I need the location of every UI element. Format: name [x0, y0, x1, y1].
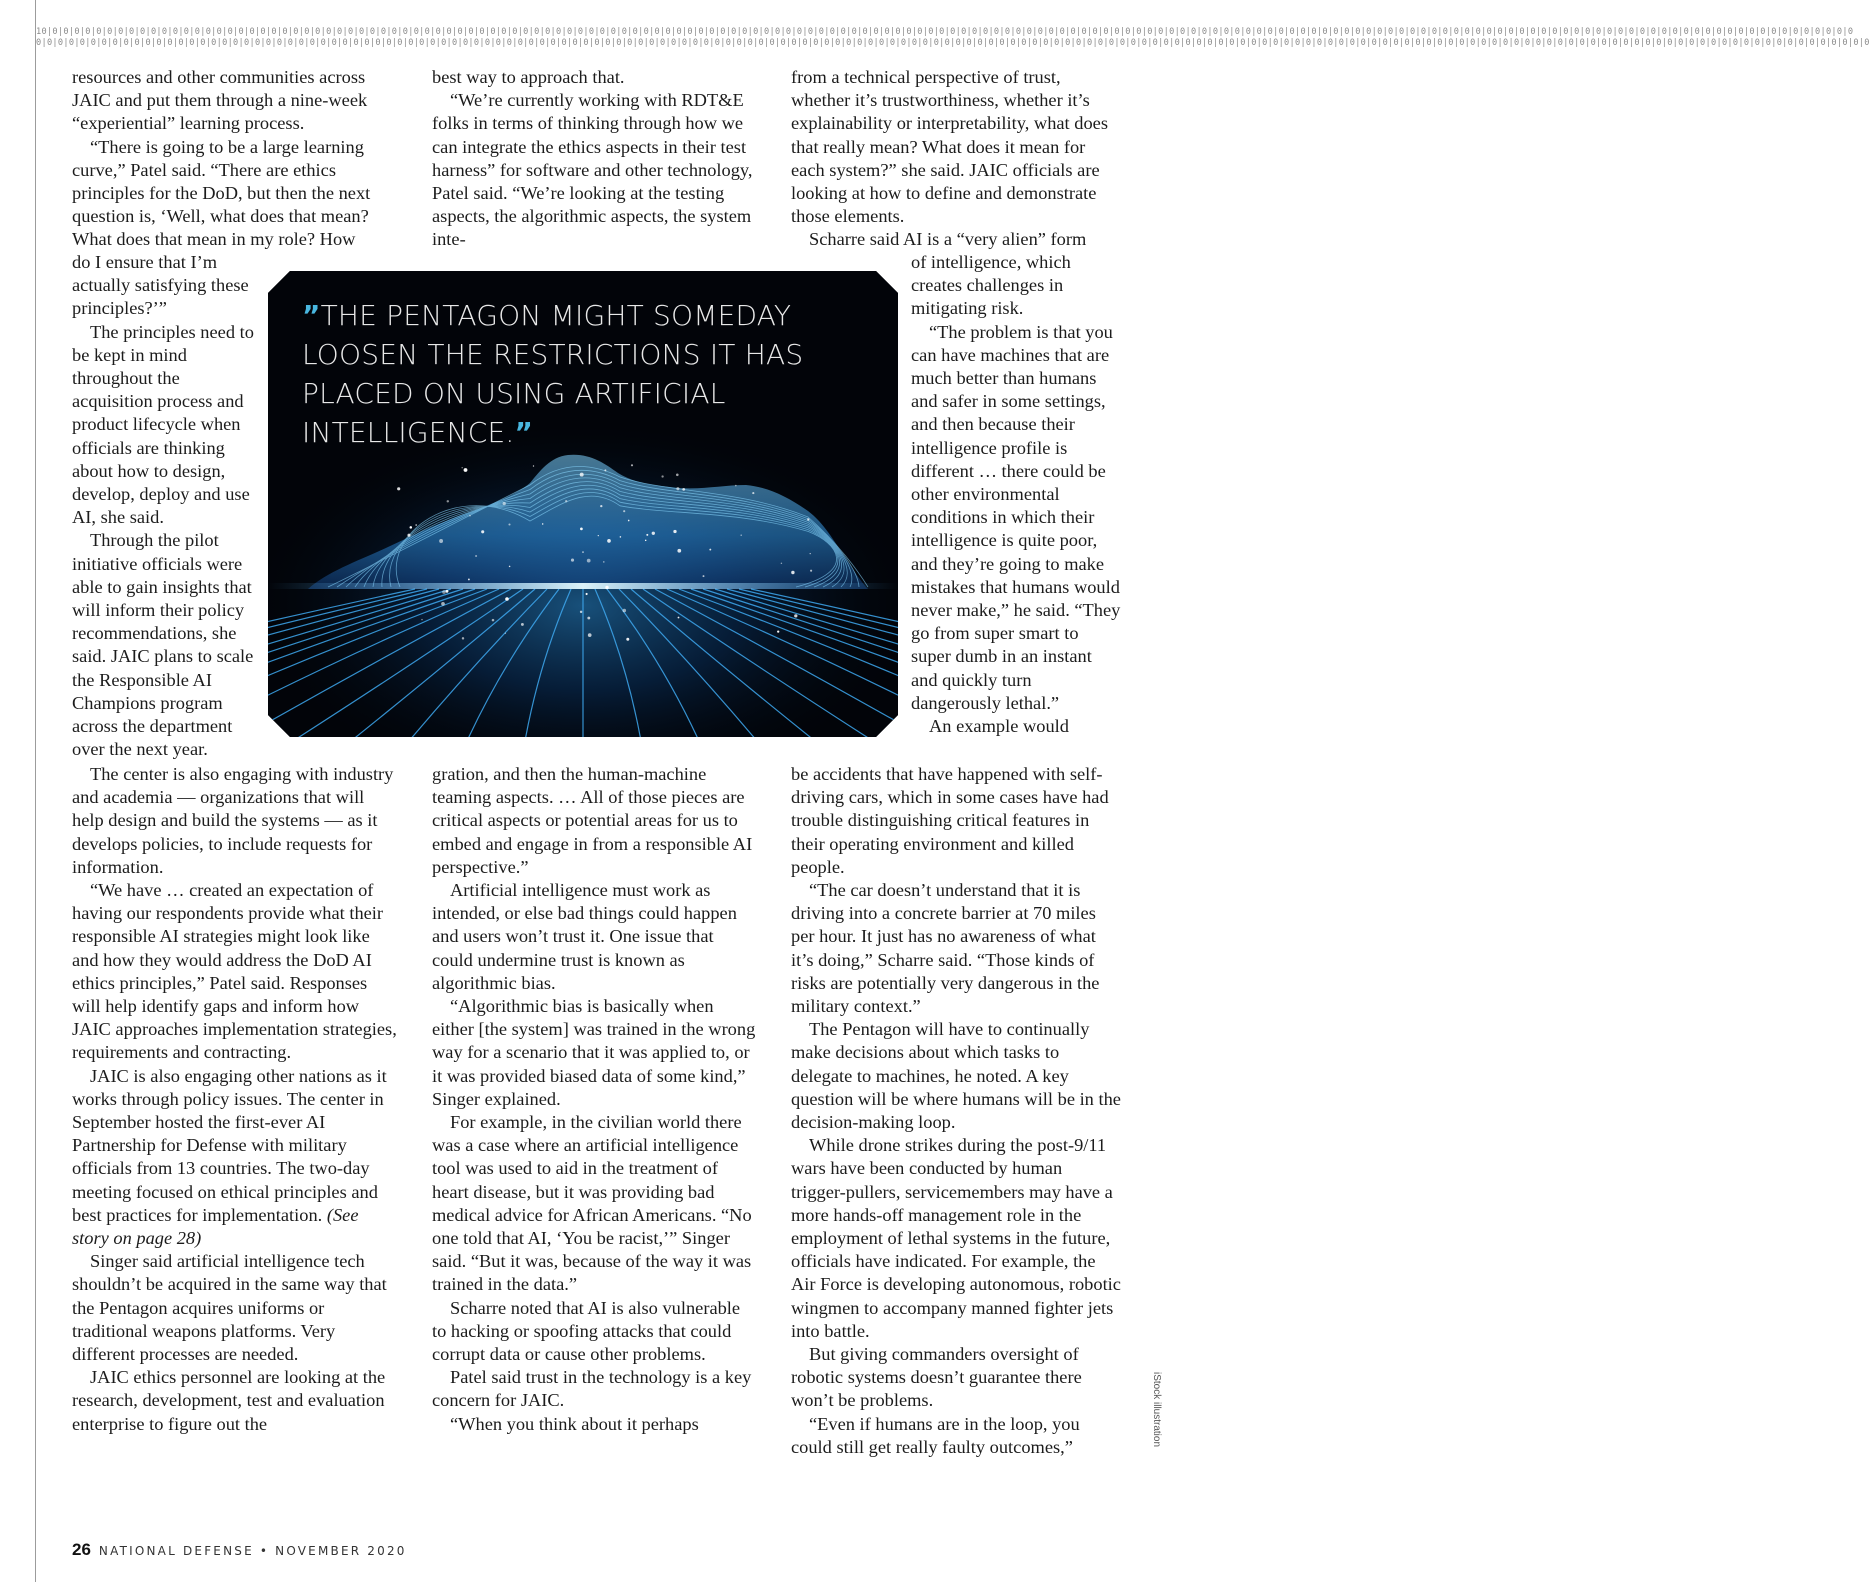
sparkle-dot	[677, 549, 681, 553]
paragraph: “There is going to be a large learning curve,” Patel said. “There are ethics principles for the DoD, but then the next question is, ‘Well, what does that mean? What does that mean in my role? How	[72, 136, 371, 250]
sparkle-dot	[777, 630, 779, 632]
sparkle-dot	[397, 487, 400, 490]
paragraph: Patel said trust in the technology is a key concern for JAIC.	[432, 1367, 752, 1411]
sparkle-dot	[580, 528, 583, 531]
sparkle-dot	[598, 535, 599, 536]
sparkle-dot	[462, 637, 464, 639]
sparkle-dot	[794, 614, 797, 617]
sparkle-dot	[623, 510, 625, 512]
sparkle-dot	[521, 623, 524, 626]
sparkle-dot	[447, 500, 449, 502]
sparkle-dot	[587, 559, 591, 563]
sparkle-dot	[441, 602, 445, 606]
sparkle-dot	[421, 619, 422, 620]
paragraph: resources and other communities across JAIC and put them through a nine-week “experiential” learning process.	[72, 67, 368, 134]
paragraph: of intelligence, which creates challenges in mitigating risk.	[911, 252, 1071, 319]
sparkle-dot	[492, 619, 495, 622]
sparkle-dot	[626, 638, 629, 641]
left-margin-rule	[35, 0, 36, 1582]
sparkle-dot	[446, 590, 449, 593]
sparkle-dot	[481, 530, 484, 533]
paragraph: JAIC ethics personnel are looking at the research, development, test and evaluation enterprise to figure out the	[72, 1367, 386, 1434]
paragraph: While drone strikes during the post-9/11 wars have been conducted by human trigger-pullers, servicemembers may have a more hands-off management role in the employment of lethal systems in the future, officials have indicated. For example, the Air Force is developing autonomous, robotic wingmen to accompany manned fighter jets into battle.	[791, 1135, 1121, 1341]
sparkle-dot	[605, 586, 608, 589]
sparkle-dot	[580, 473, 584, 477]
sparkle-dot	[645, 540, 646, 541]
paragraph: “We have … created an expectation of having our respondents provide what their responsible AI strategies might look like and how they would address the DoD AI ethics principles,” Patel said. Responses will help identify gaps and inform how JAIC approaches implementation strategies, requirements and contracting.	[72, 880, 397, 1063]
pull-quote	[302, 296, 882, 452]
sparkle-dot	[623, 609, 627, 613]
sparkle-dot	[678, 617, 680, 619]
column-3-bottom	[791, 763, 1121, 1459]
paragraph: Singer said artificial intelligence tech shouldn’t be acquired in the same way that the Pentagon acquires uniforms or traditional weapons platforms. Very different processes are needed.	[72, 1251, 387, 1365]
sparkle-dot	[533, 465, 534, 466]
open-quote-mark: ”	[302, 299, 321, 332]
sparkle-dot	[673, 530, 676, 533]
paragraph: gration, and then the human-machine teaming aspects. … All of those pieces are critical aspects or potential areas for us to embed and engage in from a responsible AI perspective.”	[432, 764, 753, 877]
sparkle-dot	[735, 485, 737, 487]
sparkle-dot	[571, 559, 574, 562]
sparkle-dot	[407, 534, 410, 537]
sparkle-dot	[580, 611, 582, 613]
sparkle-dot	[475, 555, 477, 557]
sparkle-dot	[752, 492, 754, 494]
sparkle-dot	[628, 520, 630, 522]
sparkle-dot	[503, 502, 506, 505]
paragraph: best way to approach that.	[432, 67, 625, 87]
column-1-top	[72, 66, 399, 252]
paragraph: The principles need to be kept in mind throughout the acquisition process and product lifecycle when officials are thinking about how to design, develop, deploy and use AI, she said.	[72, 321, 254, 528]
paragraph: The center is also engaging with industry and academia — organizations that will help design and build the systems — as it develops policies, to include requests for information.	[72, 764, 394, 877]
paragraph: “Algorithmic bias is basically when either [the system] was trained in the wrong way for a scenario that it was applied to, or it was provided biased data of some kind,” Singer explained.	[432, 996, 756, 1109]
paragraph: Through the pilot initiative officials were able to gain insights that will inform their policy recommendations, she said. JAIC plans to scale the Responsible AI Champions program across the department over the next year.	[72, 530, 254, 760]
sparkle-dot	[588, 633, 592, 637]
sparkle-dot	[603, 561, 605, 563]
paragraph: An example would	[929, 716, 1069, 737]
paragraph: The Pentagon will have to continually make decisions about which tasks to delegate to machines, he noted. A key question will be where humans will be in the decision-making loop.	[791, 1019, 1121, 1133]
close-quote-mark: ”	[514, 416, 534, 449]
sparkle-dot	[781, 563, 782, 564]
sparkle-dot	[587, 617, 590, 620]
sparkle-dot	[582, 551, 583, 552]
sparkle-dot	[604, 469, 606, 471]
sparkle-dot	[586, 593, 588, 595]
sparkle-dot	[709, 549, 711, 551]
story-reference: (See story on page 28)	[72, 1204, 359, 1249]
paragraph: But giving commanders oversight of robotic systems doesn’t guarantee there won’t be problems.	[791, 1344, 1082, 1411]
paragraph: For example, in the civilian world there was a case where an artificial intelligence tool was used to aid in the treatment of heart disease, but it was providing bad medical advice for African Americans. “No one told that AI, ‘You be racist,’” Singer said. “But it was, because of the way it was trained in the data.”	[432, 1112, 752, 1295]
sparkle-dot	[468, 578, 470, 580]
sparkle-dot	[703, 575, 705, 577]
sparkle-dot	[620, 536, 622, 538]
sparkle-dot	[676, 474, 679, 477]
sparkle-dot	[807, 518, 809, 520]
paragraph: Scharre said AI is a “very alien” form	[809, 229, 1087, 250]
paragraph: “When you think about it perhaps	[450, 1413, 699, 1434]
pull-quote-text: THE PENTAGON MIGHT SOMEDAY LOOSEN THE RESTRICTIONS IT HAS PLACED ON USING ARTIFICIAL INTELLIGENCE.	[302, 299, 804, 449]
sparkle-dot	[810, 570, 812, 572]
paragraph: do I ensure that I’m actually satisfying these principles?’”	[72, 252, 249, 319]
sparkle-dot	[600, 505, 602, 507]
paragraph	[72, 1065, 399, 1251]
binary-decoration-strip	[36, 27, 1870, 51]
paragraph: “Even if humans are in the loop, you could still get really faulty outcomes,”	[791, 1413, 1080, 1457]
sparkle-dot	[810, 553, 811, 554]
paragraph: from a technical perspective of trust, whether it’s trustworthiness, whether it’s explainability or interpretability, what does that really mean? What does it mean for each system?” she said. JAIC officials are looking at how to define and demonstrate those elements.	[791, 67, 1108, 227]
sparkle-dot	[509, 566, 511, 568]
column-3-top	[791, 66, 1121, 252]
sparkle-dot	[676, 487, 679, 490]
sparkle-dot	[740, 534, 741, 535]
sparkle-dot	[542, 523, 543, 524]
sparkle-dot	[461, 467, 462, 468]
sparkle-dot	[410, 526, 413, 529]
sparkle-dot	[464, 468, 468, 472]
publication-line: NATIONAL DEFENSE • NOVEMBER 2020	[98, 1544, 407, 1558]
column-2-top	[432, 66, 758, 252]
paragraph: “We’re currently working with RDT&E folks in terms of thinking through how we can integrate the ethics aspects in their test harness” for software and other technology, Patel said. “We’re looking at the testing aspects, the algorithmic aspects, the system inte-	[432, 90, 753, 250]
paragraph: Artificial intelligence must work as intended, or else bad things could happen and users won’t trust it. One issue that could undermine trust is known as algorithmic bias.	[432, 880, 737, 993]
sparkle-dot	[505, 633, 506, 634]
column-1-bottom	[72, 763, 399, 1436]
page-number: 26	[72, 1540, 91, 1559]
paragraph: “The car doesn’t understand that it is driving into a concrete barrier at 70 miles per hour. It just has no awareness of what it’s doing,” Scharre said. “Those kinds of risks are potentially very dangerous in the military context.”	[791, 880, 1100, 1017]
column-2-bottom	[432, 763, 758, 1436]
sparkle-dot	[607, 539, 611, 543]
sparkle-dot	[442, 590, 446, 594]
paragraph: Scharre noted that AI is also vulnerable to hacking or spoofing attacks that could corrupt data or cause other problems.	[432, 1297, 741, 1365]
sparkle-dot	[682, 488, 685, 491]
sparkle-dot	[508, 523, 510, 525]
paragraph: “The problem is that you can have machines that are much better than humans and safer in some settings, and then because their intelligence profile is different … there could be other environmental conditions in which their intelligence is quite poor, and they’re going to make mistakes that humans would never make,” he said. “They go from super smart to super dumb in an instant and quickly turn dangerously lethal.”	[911, 321, 1121, 713]
sparkle-dot	[791, 571, 794, 574]
sparkle-dot	[652, 532, 655, 535]
binary-row: 0|0|0|0|0|0|0|0|0|0|0|0|0|0|0|0|0|0|0|0|0|0|0|0|0|0|0|0|0|0|0|0|0|0|0|0|0|0|0|0|0|0|0|0|0|0|0|0|0|0|0|0|0|0|0|0|0|0|0|0|0|0|0|0|0|0|0|0|0|0|0|0|0|0|0|0|0|0|0|0|0|0|0|0|0|0|0|0|0|0|0|0|0|0|0|0|0|0|0|0|0|0|0|0|0|0|0|0|0|0|0|0|0|0|0|0|0|0|0|0|0|0|0|0|0|0|0|0|0|0|0|0|0|0|0|0|0|0|0|0|0|0|0|0|0|0|0|0|0|0|0|0|0|0|0|0|0|0|0|0|0|0|0|0|0|0|0|0	[36, 38, 1870, 48]
paragraph-text: JAIC is also engaging other nations as it works through policy issues. The center in September hosted the first-ever AI Partnership for Defense with military officials from 13 countries. The two-day meeting focused on ethical principles and best practices for implementation.	[72, 1065, 387, 1225]
sparkle-dot	[505, 597, 509, 601]
sparkle-dot	[415, 524, 417, 526]
sparkle-dot	[469, 515, 470, 516]
sparkle-dot	[631, 464, 633, 466]
binary-row: 10|0|0|0|0|0|0|0|0|0|0|0|0|0|0|0|0|0|0|0|0|0|0|0|0|0|0|0|0|0|0|0|0|0|0|0|0|0|0|0|0|0|0|0|0|0|0|0|0|0|0|0|0|0|0|0|0|0|0|0|0|0|0|0|0|0|0|0|0|0|0|0|0|0|0|0|0|0|0|0|0|0|0|0|0|0|0|0|0|0|0|0|0|0|0|0|0|0|0|0|0|0|0|0|0|0|0|0|0|0|0|0|0|0|0|0|0|0|0|0|0|0|0|0|0|0|0|0|0|0|0|0|0|0|0|0|0|0|0|0|0|0|0|0|0|0|0|0|0|0|0|0|0|0|0|0|0|0|0|0|0|0|0|0|0|0	[36, 27, 1854, 37]
illustration-credit: iStock illustration	[1151, 1372, 1162, 1448]
sparkle-dot	[439, 539, 443, 543]
page-footer	[72, 1540, 407, 1560]
sparkle-dot	[661, 475, 663, 477]
column-1-wrap	[72, 251, 262, 761]
paragraph: be accidents that have happened with self-driving cars, which in some cases have had trouble distinguishing critical features in their operating environment and killed people.	[791, 764, 1109, 877]
sparkle-dot	[646, 534, 648, 536]
sparkle-dot	[565, 500, 567, 502]
column-3-wrap	[911, 251, 1121, 738]
